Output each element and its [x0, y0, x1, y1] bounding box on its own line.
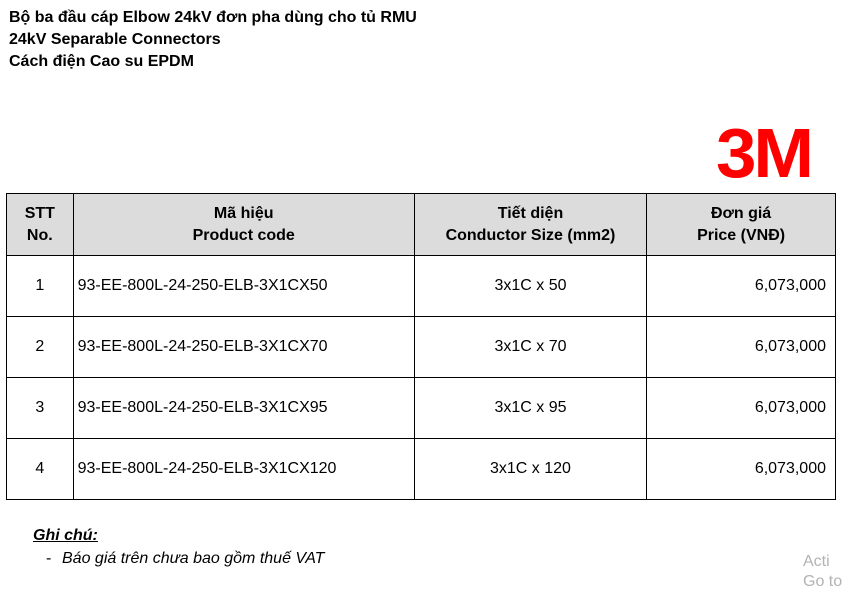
- cell-product-code: 93-EE-800L-24-250-ELB-3X1CX50: [73, 256, 414, 317]
- table-row: [7, 256, 836, 317]
- header-stt-en: No.: [26, 226, 53, 244]
- table-row: [7, 439, 836, 500]
- title-line-2: 24kV Separable Connectors: [9, 31, 221, 48]
- table-row: [7, 378, 836, 439]
- cell-conductor-size: 3x1C x 50: [414, 256, 646, 317]
- document-title: [9, 7, 417, 73]
- cell-conductor-size: 3x1C x 120: [414, 439, 646, 500]
- note-dash: -: [46, 550, 52, 567]
- cell-stt: 3: [7, 378, 74, 439]
- note-item: [46, 550, 324, 568]
- header-product-code: [73, 194, 414, 256]
- header-code-en: Product code: [192, 226, 295, 244]
- cell-price: 6,073,000: [647, 439, 836, 500]
- cell-product-code: 93-EE-800L-24-250-ELB-3X1CX70: [73, 317, 414, 378]
- 3m-logo: 3M: [716, 114, 811, 192]
- cell-stt: 2: [7, 317, 74, 378]
- header-code-vi: Mã hiệu: [213, 204, 274, 222]
- cell-product-code: 93-EE-800L-24-250-ELB-3X1CX120: [73, 439, 414, 500]
- header-price-vi: Đơn giá: [710, 204, 772, 222]
- cell-product-code: 93-EE-800L-24-250-ELB-3X1CX95: [73, 378, 414, 439]
- header-price: [647, 194, 836, 256]
- cell-price: 6,073,000: [647, 317, 836, 378]
- header-price-en: Price (VNĐ): [697, 226, 786, 244]
- cell-conductor-size: 3x1C x 70: [414, 317, 646, 378]
- cell-conductor-size: 3x1C x 95: [414, 378, 646, 439]
- cell-price: 6,073,000: [647, 256, 836, 317]
- header-stt: [7, 194, 74, 256]
- table-row: [7, 317, 836, 378]
- table-header-row: [7, 194, 836, 256]
- cell-stt: 1: [7, 256, 74, 317]
- header-stt-vi: STT: [24, 204, 55, 222]
- header-size-en: Conductor Size (mm2): [445, 226, 616, 244]
- watermark-line-2: Go to: [803, 573, 842, 590]
- cell-stt: 4: [7, 439, 74, 500]
- title-line-3: Cách điện Cao su EPDM: [9, 53, 194, 70]
- header-size-vi: Tiết diện: [497, 204, 564, 222]
- cell-price: 6,073,000: [647, 378, 836, 439]
- notes-title: Ghi chú:: [33, 527, 98, 544]
- watermark-line-1: Acti: [803, 553, 830, 570]
- note-text: Báo giá trên chưa bao gồm thuế VAT: [62, 550, 325, 567]
- activation-watermark: [803, 552, 842, 592]
- price-table: [6, 193, 836, 500]
- title-line-1: Bộ ba đầu cáp Elbow 24kV đơn pha dùng cho tủ RMU: [9, 9, 417, 26]
- header-conductor-size: [414, 194, 646, 256]
